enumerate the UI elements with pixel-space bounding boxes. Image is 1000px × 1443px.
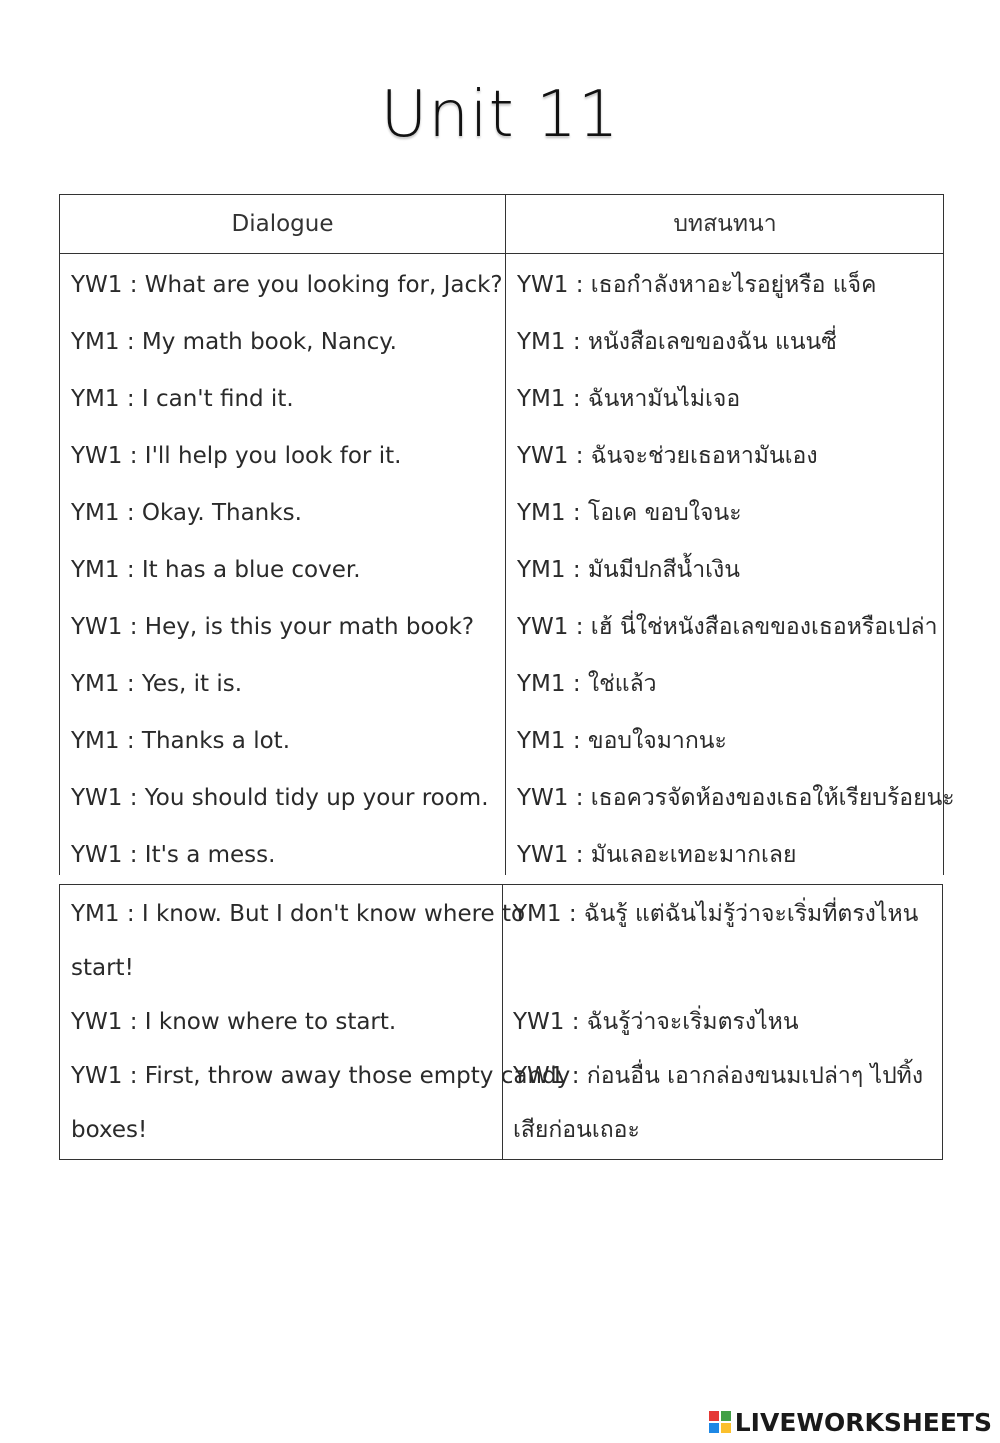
dialogue-line-th: YW1 : ก่อนอื่น เอากล่องขนมเปล่าๆ ไปทิ้ง <box>513 1063 924 1089</box>
dialogue-line-en: YW1 : First, throw away those empty candy <box>71 1063 571 1089</box>
liveworksheets-watermark <box>709 1407 992 1437</box>
dialogue-line-th: YM1 : ฉันหามันไม่เจอ <box>517 386 741 412</box>
dialogue-line-th: YW1 : เฮ้ นี่ใช่หนังสือเลขของเธอหรือเปล่า <box>517 614 938 640</box>
header-thai: บทสนทนา <box>673 211 777 237</box>
dialogue-line-th: YM1 : มันมีปกสีน้ำเงิน <box>517 557 740 583</box>
dialogue-line-th: YW1 : เธอกำลังหาอะไรอยู่หรือ แจ็ค <box>517 272 877 298</box>
dialogue-line-en: YW1 : I'll help you look for it. <box>71 443 402 469</box>
page-title: Unit 11 <box>380 78 620 152</box>
dialogue-line-th: YM1 : ใช่แล้ว <box>517 671 657 697</box>
dialogue-line-th: เสียก่อนเถอะ <box>513 1117 640 1143</box>
dialogue-line-en: YM1 : My math book, Nancy. <box>71 329 397 355</box>
dialogue-line-en: YM1 : Okay. Thanks. <box>71 500 302 526</box>
dialogue-line-th: YW1 : ฉันจะช่วยเธอหามันเอง <box>517 443 818 469</box>
dialogue-line-en: YW1 : I know where to start. <box>71 1009 397 1035</box>
dialogue-line-en: YW1 : What are you looking for, Jack? <box>71 272 503 298</box>
dialogue-line-en: YM1 : Thanks a lot. <box>71 728 291 754</box>
dialogue-line-en: YM1 : It has a blue cover. <box>71 557 361 583</box>
dialogue-line-en: YW1 : It's a mess. <box>71 842 276 868</box>
dialogue-line-en: YM1 : Yes, it is. <box>71 671 243 697</box>
column-divider <box>505 195 506 875</box>
dialogue-table <box>59 194 955 875</box>
header-dialogue: Dialogue <box>231 211 334 237</box>
dialogue-line-en: YW1 : You should tidy up your room. <box>71 785 489 811</box>
dialogue-line-en: YM1 : I know. But I don't know where to <box>71 901 526 927</box>
liveworksheets-logo-icon <box>709 1411 731 1433</box>
dialogue-line-th: YM1 : โอเค ขอบใจนะ <box>517 500 742 526</box>
dialogue-line-en: YW1 : Hey, is this your math book? <box>71 614 475 640</box>
dialogue-line-th: YM1 : หนังสือเลขของฉัน แนนซี่ <box>517 329 837 355</box>
header-divider <box>60 253 943 254</box>
dialogue-line-en: YM1 : I can't find it. <box>71 386 294 412</box>
dialogue-line-en: boxes! <box>71 1117 148 1143</box>
dialogue-line-en: start! <box>71 955 134 981</box>
dialogue-table-continued <box>59 884 943 1160</box>
dialogue-line-th: YW1 : มันเลอะเทอะมากเลย <box>517 842 797 868</box>
dialogue-line-th: YM1 : ขอบใจมากนะ <box>517 728 727 754</box>
dialogue-line-th: YW1 : เธอควรจัดห้องของเธอให้เรียบร้อยนะ <box>517 785 955 811</box>
dialogue-line-th: YW1 : ฉันรู้ว่าจะเริ่มตรงไหน <box>513 1009 799 1035</box>
watermark-text: LIVEWORKSHEETS <box>734 1407 992 1437</box>
dialogue-line-th: YM1 : ฉันรู้ แต่ฉันไม่รู้ว่าจะเริ่มที่ตรงไหน <box>513 901 919 927</box>
